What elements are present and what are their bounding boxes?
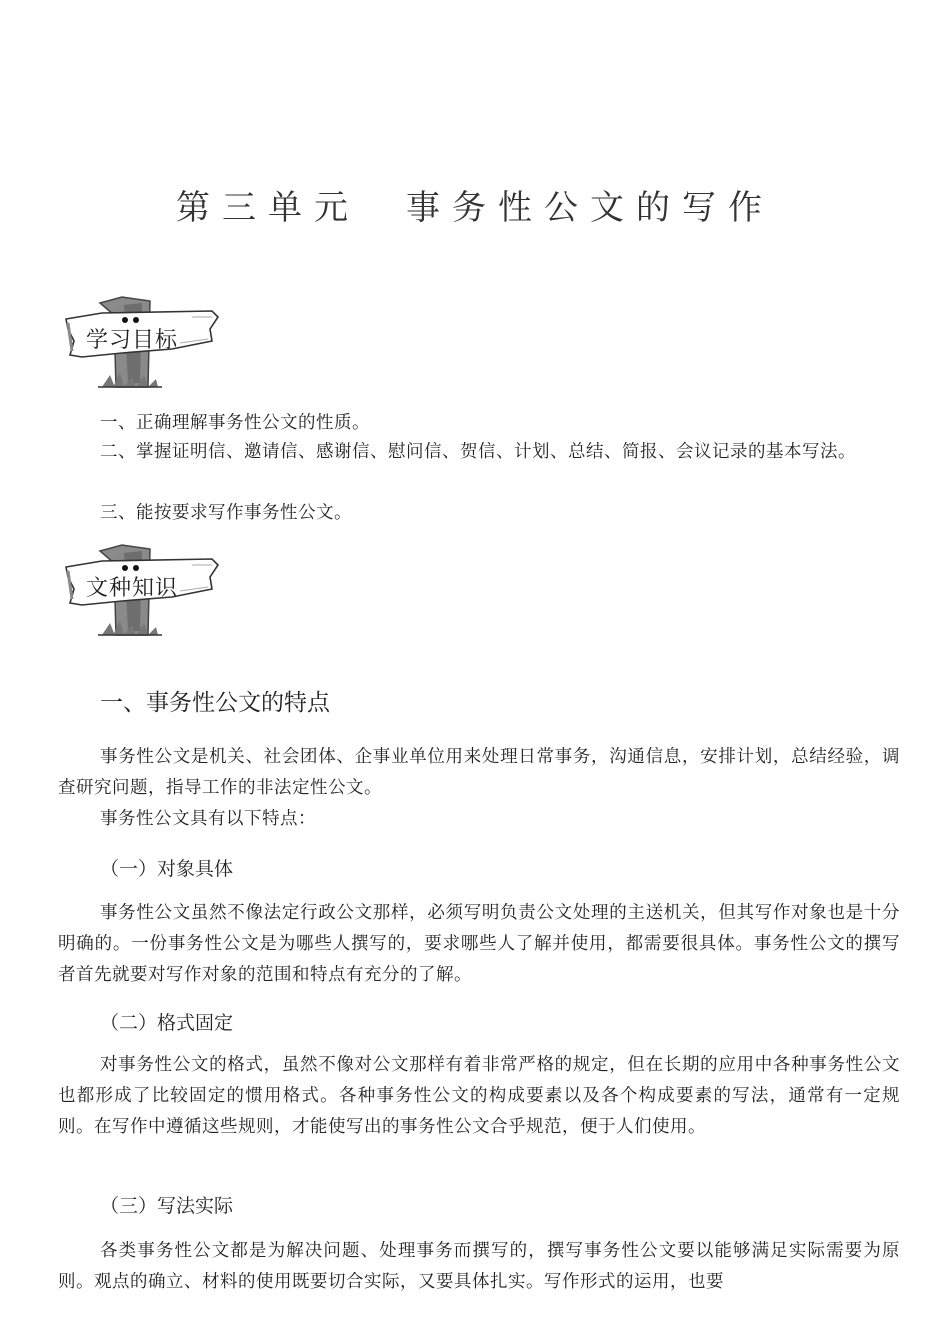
objectives-badge-label: 学习目标 — [86, 328, 179, 353]
subsection-heading-2: （二）格式固定 — [100, 1012, 234, 1034]
knowledge-badge — [62, 543, 222, 638]
subsection-heading-1: （一）对象具体 — [100, 858, 234, 880]
subsection-body-3: 各类事务性公文都是为解决问题、处理事务而撰写的，撰写事务性公文要以能够满足实际需要为原则。观点的确立、材料的使用既要切合实际，又要具体扎实。写作形式的运用，也要 — [58, 1241, 900, 1292]
objective-item-3: 三、能按要求写作事务性公文。 — [100, 503, 352, 523]
section-intro: 事务性公文是机关、社会团体、企事业单位用来处理日常事务，沟通信息，安排计划，总结经验，调查研究问题，指导工作的非法定性公文。 — [58, 747, 900, 798]
objective-item-1: 一、正确理解事务性公文的性质。 — [100, 413, 370, 433]
page-title: 第三单元 事务性公文的写作 — [176, 188, 774, 228]
subsection-body-1: 事务性公文虽然不像法定行政公文那样，必须写明负责公文处理的主送机关，但其写作对象也是十分明确的。一份事务性公文是为哪些人撰写的，要求哪些人了解并使用，都需要很具体。事务性公文的撰写者首先就要对写作对象的范围和特点有充分的了解。 — [58, 903, 900, 985]
objectives-badge — [62, 295, 222, 390]
section-heading: 一、事务性公文的特点 — [100, 690, 330, 716]
section-lead: 事务性公文具有以下特点： — [100, 809, 316, 829]
subsection-body-2: 对事务性公文的格式，虽然不像对公文那样有着非常严格的规定，但在长期的应用中各种事务性公文也都形成了比较固定的惯用格式。各种事务性公文的构成要素以及各个构成要素的写法，通常有一定规则。在写作中遵循这些规则，才能使写出的事务性公文合乎规范，便于人们使用。 — [58, 1055, 900, 1137]
subsection-heading-3: （三）写法实际 — [100, 1195, 234, 1217]
objective-item-2: 二、掌握证明信、邀请信、感谢信、慰问信、贺信、计划、总结、简报、会议记录的基本写法。 — [100, 442, 856, 462]
knowledge-badge-label: 文种知识 — [86, 576, 179, 601]
